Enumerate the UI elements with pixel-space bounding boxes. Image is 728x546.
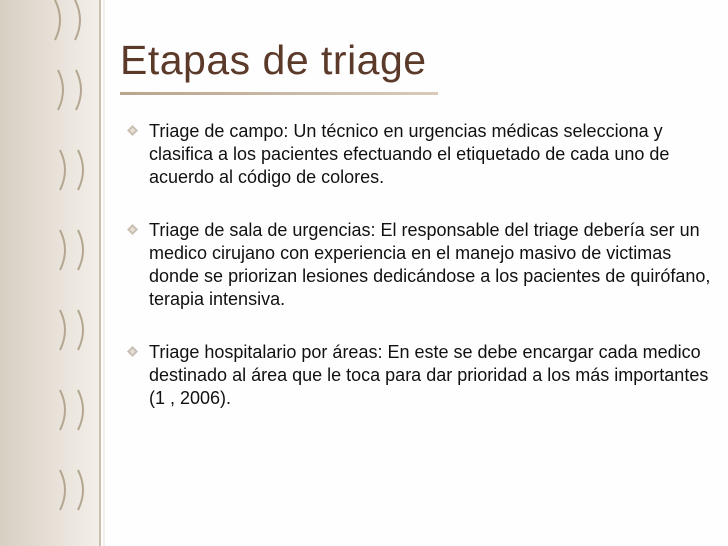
notebook-spine xyxy=(0,0,120,546)
bullet-item xyxy=(125,341,715,410)
bullet-text: Triage de campo: Un técnico en urgencias médicas selecciona y clasifica a los pacientes efectuando el etiquetado de cada uno de acuerdo al código de colores. xyxy=(149,121,670,187)
diamond-bullet-icon xyxy=(127,346,138,357)
spiral-binding-icon xyxy=(0,0,120,546)
bullet-item xyxy=(125,219,715,311)
bullet-item xyxy=(125,120,715,189)
slide-title: Etapas de triage xyxy=(120,37,427,83)
bullet-list xyxy=(125,120,715,440)
bullet-text: Triage de sala de urgencias: El responsable del triage debería ser un medico cirujano con experiencia en el manejo masivo de victimas donde se priorizan lesiones dedicándose a los pacientes de quirófano, terapia intensiva. xyxy=(149,220,711,309)
diamond-bullet-icon xyxy=(127,224,138,235)
title-underline xyxy=(120,92,438,95)
diamond-bullet-icon xyxy=(127,125,138,136)
bullet-text: Triage hospitalario por áreas: En este se debe encargar cada medico destinado al área que le toca para dar prioridad a los más importantes (1 , 2006). xyxy=(149,342,709,408)
